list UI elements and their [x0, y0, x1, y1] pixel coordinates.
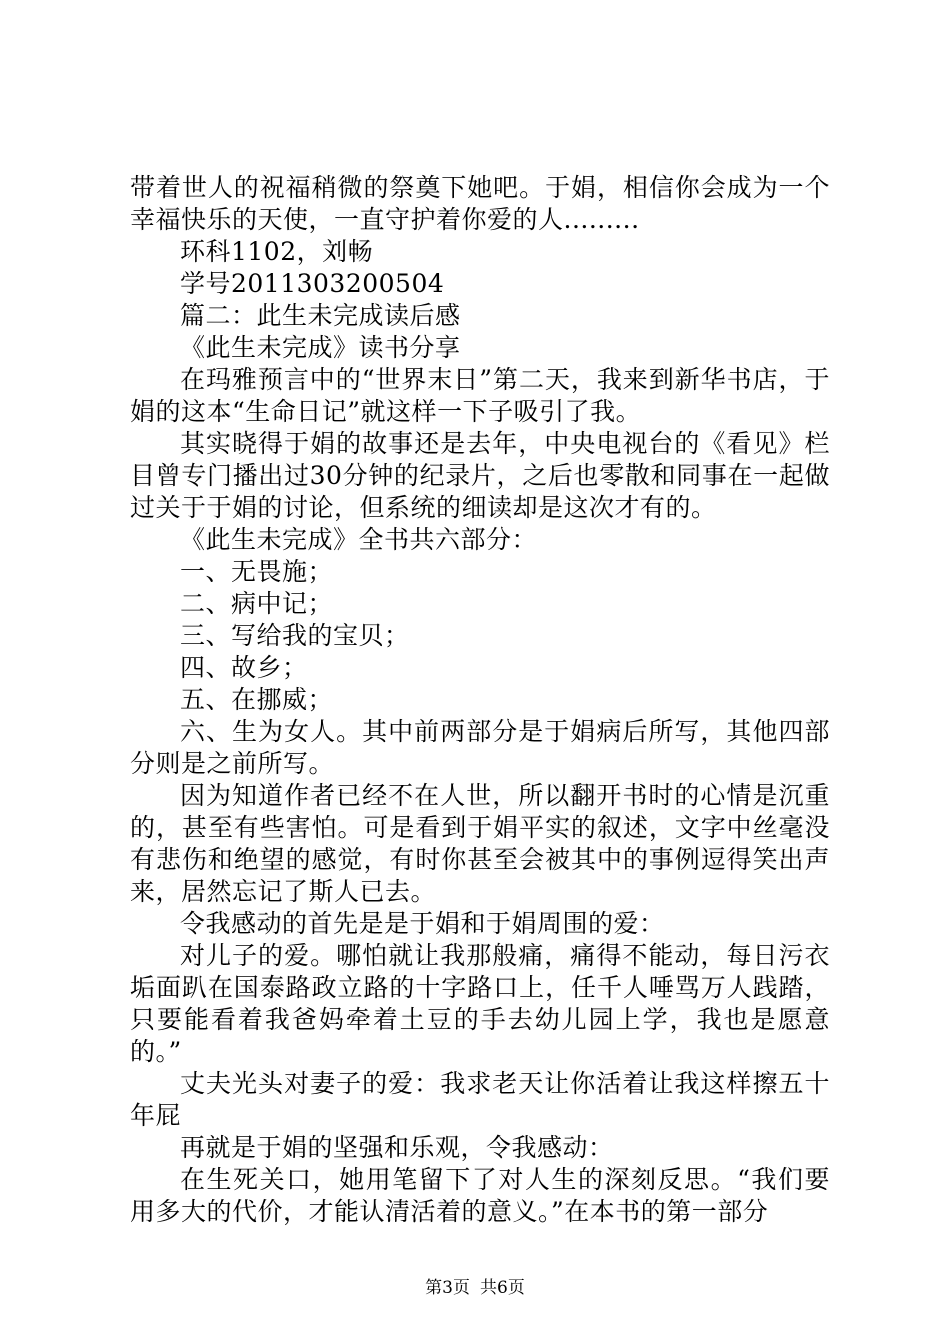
page-footer — [0, 1277, 950, 1299]
paragraph-11: 三、写给我的宝贝； — [180, 621, 410, 650]
paragraph-5: 《此生未完成》读书分享 — [180, 333, 461, 362]
paragraph-2: 环科1102，刘畅 — [180, 237, 374, 266]
paragraph-10: 二、病中记； — [180, 589, 334, 618]
paragraph-14: 六、生为女人。其中前两部分是于娟病后所写，其他四部分则是之前所写。 — [130, 717, 830, 778]
paragraph-15: 因为知道作者已经不在人世，所以翻开书时的心情是沉重的，甚至有些害怕。可是看到于娟平实的叙述，文字中丝毫没有悲伤和绝望的感觉，有时你甚至会被其中的事例逗得笑出声来，居然忘记了斯人已去。 — [130, 781, 830, 906]
paragraph-6: 在玛雅预言中的“世界末日”第二天，我来到新华书店，于娟的这本“生命日记”就这样一下子吸引了我。 — [130, 365, 830, 426]
page-total: 共6页 — [480, 1278, 525, 1298]
paragraph-12: 四、故乡； — [180, 653, 308, 682]
page-number: 第3页 — [425, 1278, 470, 1298]
document-body — [130, 172, 830, 1228]
paragraph-9: 一、无畏施； — [180, 557, 334, 586]
paragraph-16: 令我感动的首先是是于娟和于娟周围的爱： — [180, 909, 665, 938]
paragraph-19: 再就是于娟的坚强和乐观，令我感动： — [180, 1133, 614, 1162]
paragraph-20: 在生死关口，她用笔留下了对人生的深刻反思。“我们要用多大的代价，才能认清活着的意义。”在本书的第一部分 — [130, 1165, 830, 1226]
paragraph-4: 篇二：此生未完成读后感 — [180, 301, 461, 330]
paragraph-8: 《此生未完成》全书共六部分： — [180, 525, 538, 554]
paragraph-13: 五、在挪威； — [180, 685, 334, 714]
paragraph-7: 其实晓得于娟的故事还是去年，中央电视台的《看见》栏目曾专门播出过30分钟的纪录片，之后也零散和同事在一起做过关于于娟的讨论，但系统的细读却是这次才有的。 — [130, 429, 830, 522]
paragraph-18: 丈夫光头对妻子的爱：我求老天让你活着让我这样擦五十年屁 — [130, 1069, 830, 1130]
paragraph-3: 学号2011303200504 — [180, 269, 445, 298]
paragraph-17: 对儿子的爱。哪怕就让我那般痛，痛得不能动，每日污衣垢面趴在国泰路政立路的十字路口上，任千人唾骂万人践踏，只要能看着我爸妈牵着土豆的手去幼儿园上学，我也是愿意的。” — [130, 941, 830, 1066]
paragraph-1: 带着世人的祝福稍微的祭奠下她吧。于娟，相信你会成为一个幸福快乐的天使，一直守护着你爱的人......... — [130, 173, 830, 234]
